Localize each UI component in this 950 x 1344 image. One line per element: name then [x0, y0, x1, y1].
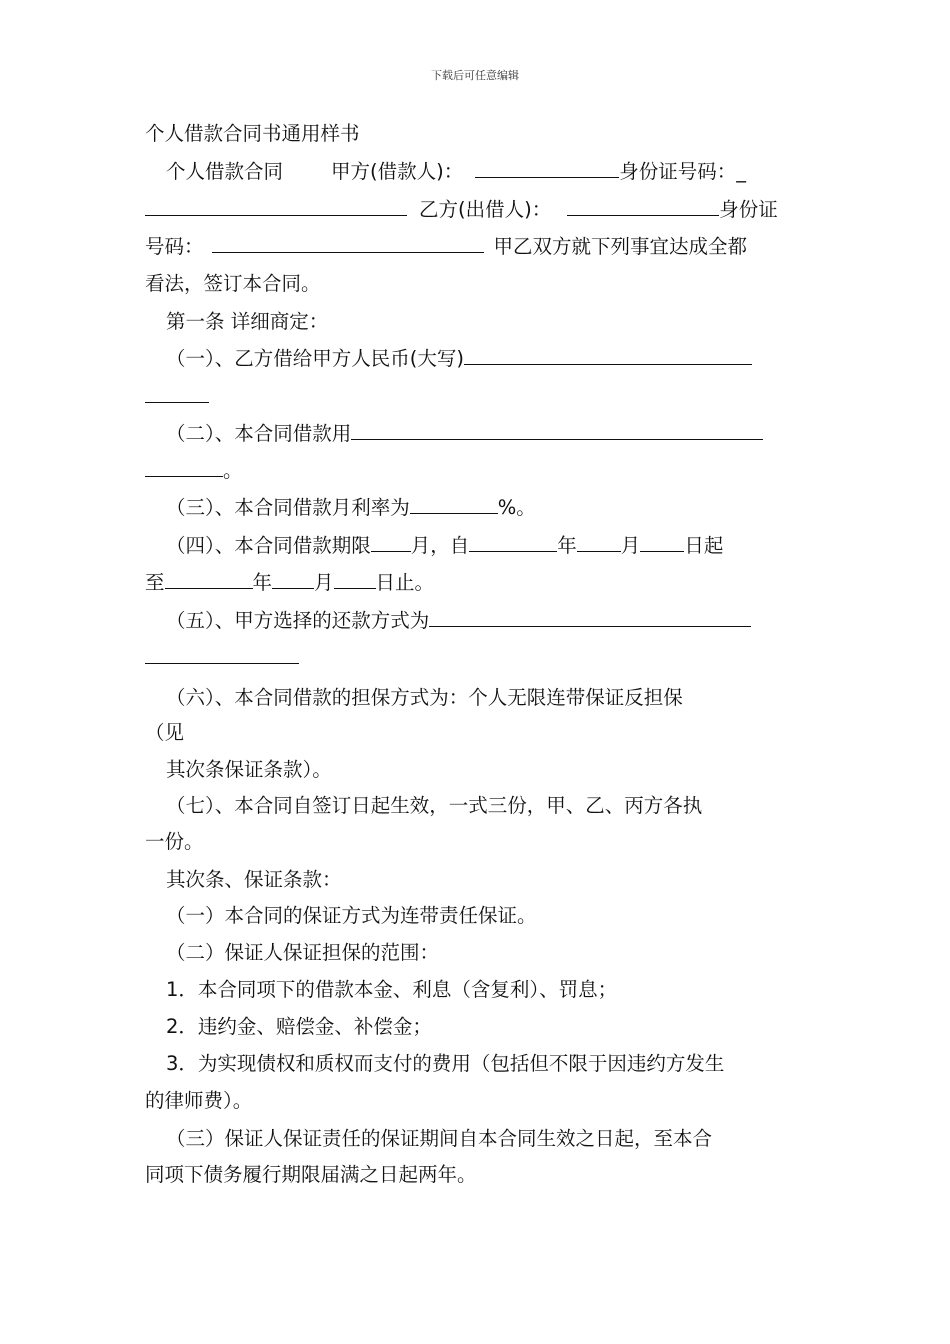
clause-6-line-1: （六）、本合同借款的担保方式为：个人无限连带保证反担保 — [166, 686, 683, 709]
party-b-label: 乙方(出借人)： — [419, 198, 552, 221]
clause-2-end: 。 — [223, 459, 243, 482]
clause-1 — [166, 344, 816, 374]
clause-7-line-2: 一份。 — [145, 830, 204, 853]
guarantee-2-item-3-line-2: 的律师费）。 — [145, 1089, 253, 1112]
clause-7-line-1: （七）、本合同自签订日起生效，一式三份，甲、乙、丙方各执 — [166, 794, 703, 817]
clause-4-continuation — [145, 568, 815, 598]
term-months-blank — [371, 533, 411, 552]
start-month-label: 月 — [620, 534, 641, 557]
id-label-part1: 身份证 — [719, 198, 778, 221]
clause-4 — [166, 531, 816, 561]
start-day-label: 日起 — [684, 534, 724, 557]
party-b-line — [145, 195, 815, 225]
id-label: 身份证号码： — [619, 160, 737, 183]
start-day-blank — [640, 533, 684, 552]
end-day-blank — [334, 570, 376, 589]
clause-1-blank — [464, 346, 752, 365]
clause-2 — [166, 419, 816, 449]
interest-rate-blank — [410, 495, 498, 514]
clause-2-blank-2 — [145, 458, 223, 477]
repayment-method-blank — [429, 608, 751, 627]
guarantee-1: （一）本合同的保证方式为连带责任保证。 — [166, 904, 537, 927]
clause-6-line-3: 其次条保证条款）。 — [166, 758, 332, 781]
repayment-method-blank-2 — [145, 645, 299, 664]
guarantee-3-line-1: （三）保证人保证责任的保证期间自本合同生效之日起，至本合 — [166, 1127, 713, 1150]
clause-3-suffix: %。 — [497, 496, 536, 519]
guarantee-2-item-2: 2．违约金、赔偿金、补偿金； — [166, 1015, 432, 1038]
agreement-intro-end: 看法，签订本合同。 — [145, 272, 321, 295]
clause-1-continuation — [145, 382, 815, 412]
guarantee-2-item-3-line-1: 3．为实现债权和质权而支付的费用（包括但不限于因违约方发生 — [166, 1052, 725, 1075]
clause-3-prefix: （三）、本合同借款月利率为 — [166, 496, 410, 519]
party-a-id-blank — [145, 197, 407, 216]
contract-heading-line — [166, 157, 816, 187]
contract-name: 个人借款合同 — [166, 160, 284, 183]
id-label-part2: 号码： — [145, 235, 204, 258]
party-a-blank — [475, 159, 619, 178]
clause-1-blank-2 — [145, 384, 209, 403]
clause-4-prefix: （四）、本合同借款期限 — [166, 534, 371, 557]
id-underscore: _ — [736, 160, 746, 183]
agreement-intro: 甲乙双方就下列事宜达成全都 — [493, 235, 748, 258]
clause-4-month: 月，自 — [410, 534, 470, 557]
document-title: 个人借款合同书通用样书 — [145, 122, 360, 145]
end-year-blank — [165, 570, 253, 589]
end-month-label: 月 — [314, 571, 334, 594]
clause-1-text: （一）、乙方借给甲方人民币(大写) — [166, 347, 464, 370]
guarantee-2-item-1: 1．本合同项下的借款本金、利息（含复利）、罚息； — [166, 978, 618, 1001]
end-day-label: 日止。 — [375, 571, 435, 594]
start-year-blank — [469, 533, 557, 552]
clause-5-continuation — [145, 643, 815, 673]
clause-3 — [166, 493, 816, 523]
clause-2-text: （二）、本合同借款用 — [166, 422, 352, 445]
party-a-label: 甲方(借款人)： — [331, 160, 464, 183]
party-b-id-line — [145, 232, 815, 262]
clause-5-text: （五）、甲方选择的还款方式为 — [166, 609, 430, 632]
clause-2-continuation — [145, 456, 815, 486]
article-1-heading: 第一条 详细商定： — [166, 310, 329, 333]
clause-6-line-2: （见 — [145, 721, 185, 744]
end-month-blank — [272, 570, 314, 589]
start-year-label: 年 — [557, 534, 577, 557]
clause-2-blank — [351, 421, 763, 440]
guarantee-3-line-2: 同项下债务履行期限届满之日起两年。 — [145, 1163, 477, 1186]
start-month-blank — [577, 533, 621, 552]
article-2-heading: 其次条、保证条款： — [166, 868, 342, 891]
end-year-label: 年 — [252, 571, 273, 594]
party-b-blank — [567, 197, 719, 216]
guarantee-2: （二）保证人保证担保的范围： — [166, 941, 440, 964]
page-header: 下载后可任意编辑 — [431, 69, 519, 82]
clause-5 — [166, 606, 816, 636]
party-b-id-blank — [212, 234, 484, 253]
to-label: 至 — [145, 571, 165, 594]
